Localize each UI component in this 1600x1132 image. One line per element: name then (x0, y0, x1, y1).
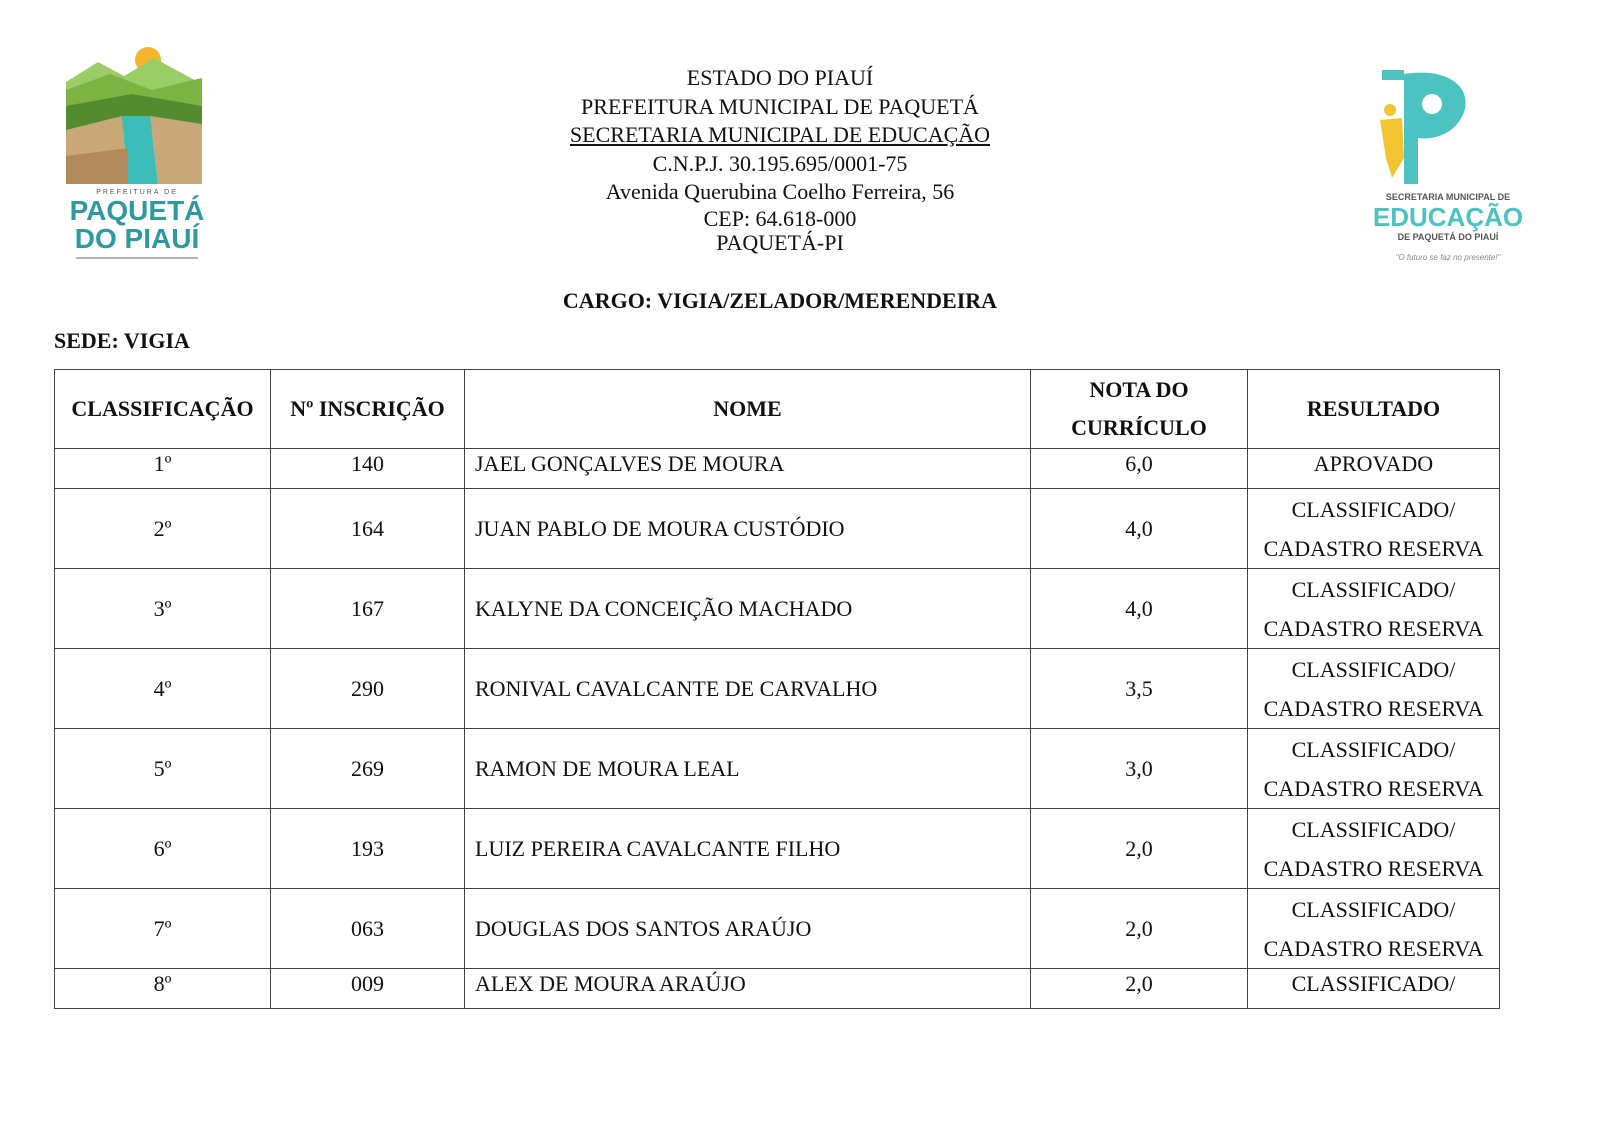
secretaria-logo (1368, 66, 1528, 272)
cell-resultado (1248, 809, 1500, 889)
cell-inscricao: 140 (271, 449, 465, 489)
logo-left-line1: PREFEITURA DE (96, 189, 178, 196)
prefeitura-logo (62, 44, 212, 266)
cell-nota: 6,0 (1031, 449, 1248, 489)
resultado-line1: CLASSIFICADO/ (1291, 576, 1456, 602)
header-address: Avenida Querubina Coelho Ferreira, 56 (605, 179, 955, 204)
resultado-line1: CLASSIFICADO/ (1291, 816, 1456, 842)
table-row (55, 969, 1500, 1009)
education-p-logo-icon (1368, 66, 1528, 272)
resultado-line2: CADASTRO RESERVA (1263, 775, 1484, 801)
cell-nota: 2,0 (1031, 809, 1248, 889)
resultado-line1: CLASSIFICADO/ (1291, 736, 1456, 762)
cell-classificacao: 8º (55, 969, 271, 1009)
cell-inscricao: 193 (271, 809, 465, 889)
table-row (55, 449, 1500, 489)
cell-nome: LUIZ PEREIRA CAVALCANTE FILHO (465, 809, 1031, 889)
header-nota-line1: NOTA DO (1089, 377, 1189, 402)
municipality-landscape-logo-icon (62, 44, 212, 266)
cell-resultado (1248, 569, 1500, 649)
resultado-line1: CLASSIFICADO/ (1291, 896, 1456, 922)
cell-classificacao: 5º (55, 729, 271, 809)
cell-classificacao: 1º (55, 449, 271, 489)
resultado-line2: CADASTRO RESERVA (1263, 615, 1484, 641)
cell-inscricao: 167 (271, 569, 465, 649)
cell-resultado (1248, 649, 1500, 729)
cell-nome: KALYNE DA CONCEIÇÃO MACHADO (465, 569, 1031, 649)
cell-resultado (1248, 489, 1500, 569)
results-table (54, 369, 1500, 1009)
table-row (55, 809, 1500, 889)
cell-classificacao: 6º (55, 809, 271, 889)
cell-nome: DOUGLAS DOS SANTOS ARAÚJO (465, 889, 1031, 969)
logo-right-line3: DE PAQUETÁ DO PIAUÍ (1397, 232, 1499, 242)
table-row (55, 649, 1500, 729)
cell-classificacao: 2º (55, 489, 271, 569)
cell-nome: RONIVAL CAVALCANTE DE CARVALHO (465, 649, 1031, 729)
table-row (55, 889, 1500, 969)
header-cnpj: C.N.P.J. 30.195.695/0001-75 (652, 150, 908, 176)
table-row (55, 489, 1500, 569)
table-header-row (55, 370, 1500, 449)
cell-nota: 3,0 (1031, 729, 1248, 809)
header-nome: NOME (465, 370, 1031, 449)
header-secretariat: SECRETARIA MUNICIPAL DE EDUCAÇÃO (569, 122, 991, 147)
logo-right-line2: EDUCAÇÃO (1372, 202, 1524, 232)
cell-nota: 4,0 (1031, 489, 1248, 569)
resultado-line2: CADASTRO RESERVA (1263, 935, 1484, 961)
cell-nome: ALEX DE MOURA ARAÚJO (465, 969, 1031, 1009)
header-classificacao: CLASSIFICAÇÃO (55, 370, 271, 449)
header-city: PAQUETÁ-PI (716, 229, 844, 255)
cell-resultado: APROVADO (1248, 449, 1500, 489)
table-row (55, 569, 1500, 649)
cell-inscricao: 009 (271, 969, 465, 1009)
resultado-line1: CLASSIFICADO/ (1291, 656, 1456, 682)
logo-left-line3: DO PIAUÍ (74, 223, 200, 254)
header-resultado: RESULTADO (1248, 370, 1500, 449)
resultado-line2: CADASTRO RESERVA (1263, 535, 1484, 561)
header-state: ESTADO DO PIAUÍ (686, 65, 874, 90)
header-prefecture: PREFEITURA MUNICIPAL DE PAQUETÁ (581, 93, 979, 119)
cell-nota: 4,0 (1031, 569, 1248, 649)
cell-nome: JUAN PABLO DE MOURA CUSTÓDIO (465, 489, 1031, 569)
logo-right-slogan: "O futuro se faz no presente!" (1395, 253, 1501, 262)
logo-left-line2: PAQUETÁ (69, 195, 205, 226)
cell-inscricao: 063 (271, 889, 465, 969)
cell-resultado (1248, 889, 1500, 969)
cell-nome: JAEL GONÇALVES DE MOURA (465, 449, 1031, 489)
logo-right-line1: SECRETARIA MUNICIPAL DE (1385, 192, 1511, 202)
sede-label: SEDE: VIGIA (54, 328, 190, 353)
cell-inscricao: 269 (271, 729, 465, 809)
cell-nota: 2,0 (1031, 889, 1248, 969)
resultado-line2: CADASTRO RESERVA (1263, 695, 1484, 721)
cell-resultado (1248, 729, 1500, 809)
cell-inscricao: 290 (271, 649, 465, 729)
header-nota (1031, 370, 1248, 449)
table-row (55, 729, 1500, 809)
resultado-line2: CADASTRO RESERVA (1263, 855, 1484, 881)
document-header (380, 64, 1180, 255)
cargo-title: CARGO: VIGIA/ZELADOR/MERENDEIRA (562, 288, 998, 313)
cell-nota: 3,5 (1031, 649, 1248, 729)
header-inscricao: Nº INSCRIÇÃO (271, 370, 465, 449)
cell-classificacao: 3º (55, 569, 271, 649)
header-cep: CEP: 64.618-000 (703, 205, 857, 231)
cell-classificacao: 7º (55, 889, 271, 969)
cell-nota: 2,0 (1031, 969, 1248, 1009)
cell-nome: RAMON DE MOURA LEAL (465, 729, 1031, 809)
resultado-line1: CLASSIFICADO/ (1291, 496, 1456, 522)
header-nota-line2: CURRÍCULO (1071, 415, 1207, 440)
cell-classificacao: 4º (55, 649, 271, 729)
cell-inscricao: 164 (271, 489, 465, 569)
cell-resultado: CLASSIFICADO/ (1248, 969, 1500, 1009)
